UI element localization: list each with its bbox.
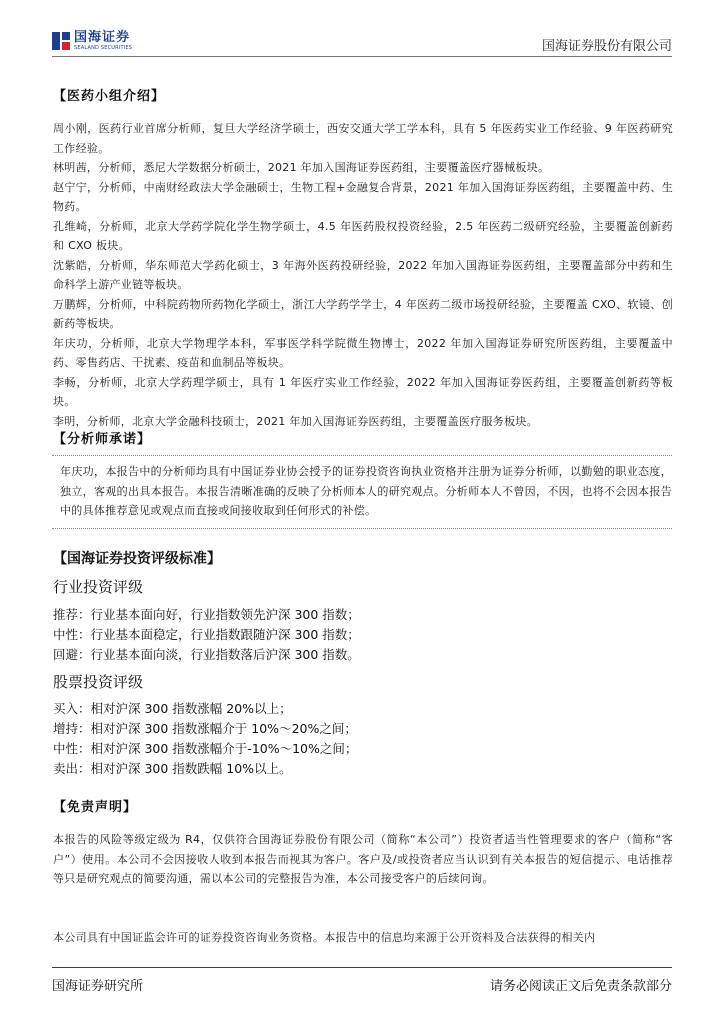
stock-rating-item: 买入：相对沪深 300 指数涨幅 20%以上； — [53, 701, 292, 716]
team-member-7: 年庆功，分析师，北京大学物理学本科，军事医学科学院微生物博士，2022 年加入国海证券研究所医药组，主要覆盖中药、零售药店、干扰素、疫苗和血制品等板块。 — [53, 336, 673, 369]
team-members-list — [53, 119, 673, 431]
industry-rating-item: 推荐：行业基本面向好，行业指数领先沪深 300 指数； — [53, 607, 360, 622]
industry-rating-item: 中性：行业基本面稳定，行业指数跟随沪深 300 指数； — [53, 627, 360, 642]
company-name: 国海证券股份有限公司 — [541, 39, 672, 54]
company-logo — [52, 31, 132, 51]
rating-section-title: 【国海证券投资评级标准】 — [53, 551, 221, 567]
stock-rating-title: 股票投资评级 — [53, 673, 144, 691]
logo-cn: 国海证券 — [74, 30, 131, 45]
team-member-1: 周小刚，医药行业首席分析师，复旦大学经济学硕士，西安交通大学工学本科，具有 5 年医药实业工作经验、9 年医药研究工作经验。 — [53, 122, 673, 155]
team-member-2: 林明茜，分析师，悉尼大学数据分析硕士，2021 年加入国海证券医药组，主要覆盖医疗器械板块。 — [53, 161, 550, 174]
disclaimer-paragraph-2: 本公司具有中国证监会许可的证券投资咨询业务资格。本报告中的信息均来源于公开资料及合法获得的相关内 — [53, 931, 596, 944]
team-member-9: 李明，分析师，北京大学金融科技硕士，2021 年加入国海证券医药组，主要覆盖医疗服务板块。 — [53, 414, 538, 428]
team-member-8: 李畅，分析师，北京大学药理学硕士，具有 1 年医疗实业工作经验，2022 年加入国海证券医药组，主要覆盖创新药等板块。 — [53, 375, 673, 408]
stock-rating-item: 中性：相对沪深 300 指数涨幅介于-10%～10%之间； — [53, 741, 358, 756]
stock-rating-list — [53, 699, 357, 779]
footer-right-text: 请务必阅读正文后免责条款部分 — [489, 979, 672, 994]
industry-rating-list — [53, 605, 360, 665]
page-header — [0, 0, 724, 60]
analyst-section-title: 【分析师承诺】 — [53, 432, 152, 447]
logo-mark-icon — [52, 32, 70, 50]
stock-rating-item: 增持：相对沪深 300 指数涨幅介于 10%～20%之间； — [53, 721, 357, 736]
analyst-commitment-box — [52, 455, 672, 529]
header-divider — [52, 56, 672, 57]
industry-rating-title: 行业投资评级 — [53, 578, 144, 596]
disclaimer-paragraph-1: 本报告的风险等级定级为 R4，仅供符合国海证券股份有限公司（简称“本公司”）投资者适当性管理要求的客户（简称“客户”）使用。本公司不会因接收人收到本报告而视其为客户。客户及/或投资者应当认识到有关本报告的短信提示、电话推荐等只是研究观点的简要沟通，需以本公司的完整报告为准，本公司接受客户的后续问询。 — [53, 833, 673, 885]
analyst-commitment-text: 年庆功，本报告中的分析师均具有中国证券业协会授予的证券投资咨询执业资格并注册为证券分析师，以勤勉的职业态度，独立，客观的出具本报告。本报告清晰准确的反映了分析师本人的研究观点。分析师本人不曾因，不因，也将不会因本报告中的具体推荐意见或观点而直接或间接收取到任何形式的补偿。 — [60, 465, 672, 517]
stock-rating-item: 卖出：相对沪深 300 指数跌幅 10%以上。 — [53, 761, 292, 776]
logo-en: SEALAND SECURITIES — [74, 45, 133, 51]
industry-rating-item: 回避：行业基本面向淡，行业指数落后沪深 300 指数。 — [53, 647, 360, 662]
team-member-5: 沈紫皓，分析师，华东师范大学药化硕士，3 年海外医药投研经验，2022 年加入国海证券医药组，主要覆盖部分中药和生命科学上游产业链等板块。 — [53, 258, 673, 291]
team-section-title: 【医药小组介绍】 — [53, 89, 166, 104]
footer-divider — [52, 967, 672, 968]
disclaimer-section-title: 【免责声明】 — [53, 800, 138, 815]
team-member-4: 孔维崎，分析师，北京大学药学院化学生物学硕士，4.5 年医药股权投资经验，2.5 年医药二级研究经验，主要覆盖创新药和 CXO 板块。 — [53, 219, 673, 252]
team-member-6: 万鹏辉，分析师，中科院药物所药物化学硕士，浙江大学药学学士，4 年医药二级市场投研经验，主要覆盖 CXO、软镜、创新药等板块。 — [53, 297, 673, 330]
footer-left-text: 国海证券研究所 — [52, 979, 144, 994]
team-member-3: 赵宁宁，分析师，中南财经政法大学金融硕士，生物工程+金融复合背景，2021 年加入国海证券医药组，主要覆盖中药、生物药。 — [53, 180, 673, 213]
